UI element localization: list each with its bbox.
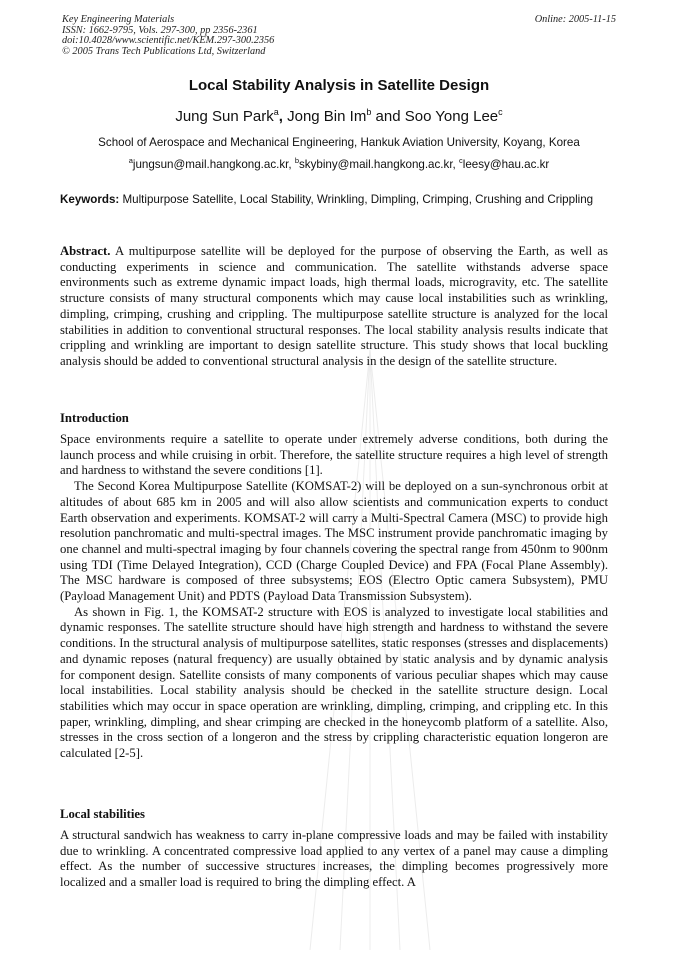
email-address: skybiny@mail.hangkong.ac.kr, bbox=[299, 157, 459, 171]
email-address: leesy@hau.ac.kr bbox=[462, 157, 550, 171]
online-date: Online: 2005-11-15 bbox=[534, 14, 616, 25]
paragraph: A structural sandwich has weakness to carry in-plane compressive loads and may be failed with instability due to wrinkling. A concentrated compressive load applied to any vertex of a panel may cause a dimpling effect. As the number of successive structures increases, the dimpling becomes progressively more localized and a smaller load is required to bring the dimpling effect. A bbox=[60, 828, 608, 890]
paper-title: Local Stability Analysis in Satellite Design bbox=[188, 77, 490, 94]
author-list bbox=[0, 107, 678, 125]
introduction-body bbox=[60, 432, 608, 762]
section-heading-local-stabilities: Local stabilities bbox=[60, 807, 145, 821]
email-superscript: b bbox=[294, 156, 299, 165]
author-name: Jung Sun Park bbox=[175, 108, 274, 125]
email-address: jungsun@mail.hangkong.ac.kr, bbox=[132, 157, 295, 171]
issn-line: ISSN: 1662-9795, Vols. 297-300, pp 2356-2361 bbox=[62, 24, 258, 36]
doi-line: doi:10.4028/www.scientific.net/KEM.297-300.2356 bbox=[62, 35, 275, 47]
local-stabilities-body bbox=[60, 828, 608, 891]
author-name: Soo Yong Lee bbox=[404, 108, 499, 125]
email-list bbox=[0, 156, 678, 171]
author-superscript: b bbox=[366, 107, 372, 117]
journal-name: Key Engineering Materials bbox=[62, 14, 175, 25]
author-separator: , bbox=[278, 108, 288, 125]
author-name: Jong Bin Im bbox=[287, 108, 367, 125]
abstract bbox=[60, 244, 608, 370]
keywords bbox=[60, 192, 607, 208]
author-superscript: a bbox=[273, 107, 279, 117]
email-superscript: c bbox=[459, 156, 463, 165]
email-superscript: a bbox=[128, 156, 133, 165]
journal-header bbox=[62, 15, 616, 57]
section-heading-introduction: Introduction bbox=[60, 411, 129, 425]
keywords-label: Keywords: bbox=[60, 193, 120, 206]
paragraph: As shown in Fig. 1, the KOMSAT-2 structure with EOS is analyzed to investigate local stabilities and dynamic responses. The satellite structure should have high strength and hardness to withstand the severe conditions. In the structural analysis of multipurpose satellites, static responses (stresses and displacements) and dynamic reposes (natural frequency) are usually obtained by static analysis and by dynamic analysis for component design. Satellite consists of many components of various peculiar shapes which may cause local instabilities. Local stability analysis should be checked in the satellite structure design. Local stabilities which may occur in space operation are wrinkling, dimpling, crimping, and crippling etc. In this paper, wrinkling, dimpling, and shear crimping are checked in the honeycomb platform of a satellite. Also, stresses in the cross section of a longeron and the stress by crippling characteristic equation longeron are calculated [2-5]. bbox=[60, 604, 608, 761]
abstract-text: A multipurpose satellite will be deployed for the purpose of observing the Earth, as well as conducting experiments in science and communication. The satellite withstands adverse space environments such as extreme dynamic impact loads, high thermal loads, microgravity, etc. The satellite structure consists of many structural components which may cause local instabilities such as wrinkling, dimpling, crimping, crushing and crippling. The multipurpose satellite structure is analyzed for the local stabilities in addition to conventional structural responses. The local stability analysis results indicate that crippling and wrinkling are important to design satellite structure. This study shows that local buckling analysis should be added to conventional structural analysis in the design of the satellite structure. bbox=[60, 244, 608, 368]
copyright-line: © 2005 Trans Tech Publications Ltd, Switzerland bbox=[62, 45, 266, 57]
author-separator: and bbox=[371, 108, 405, 125]
paragraph: The Second Korea Multipurpose Satellite (KOMSAT-2) will be deployed on a sun-synchronous orbit at altitudes of about 685 km in 2005 and will also allow scientists and communication experts to conduct Earth observation and experiments. KOMSAT-2 will carry a Multi-Spectral Camera (MSC) to provide high resolution panchromatic and multi-spectral images. The MSC instrument provide panchromatic imaging by one channel and multi-spectral imaging by four channels covering the spectral range from 450nm to 900nm using TDI (Time Delayed Integration), CCD (Charge Coupled Device) and FPA (Focal Plane Assembly). The MSC hardware is composed of three subsystems; EOS (Electro Optic camera Subsystem), PMU (Payload Management Unit) and PDTS (Payload Data Transmission Subsystem). bbox=[60, 479, 608, 604]
affiliation: School of Aerospace and Mechanical Engineering, Hankuk Aviation University, Koyang, Korea bbox=[98, 136, 580, 149]
abstract-label: Abstract. bbox=[60, 244, 111, 258]
paragraph: Space environments require a satellite to operate under extremely adverse conditions, both during the launch process and while cruising in orbit. Therefore, the satellite structure requires a high level of strength and hardness to withstand the severe conditions [1]. bbox=[60, 432, 608, 478]
keywords-text: Multipurpose Satellite, Local Stability, Wrinkling, Dimpling, Crimping, Crushing and Crippling bbox=[119, 193, 594, 206]
author-superscript: c bbox=[498, 107, 503, 117]
